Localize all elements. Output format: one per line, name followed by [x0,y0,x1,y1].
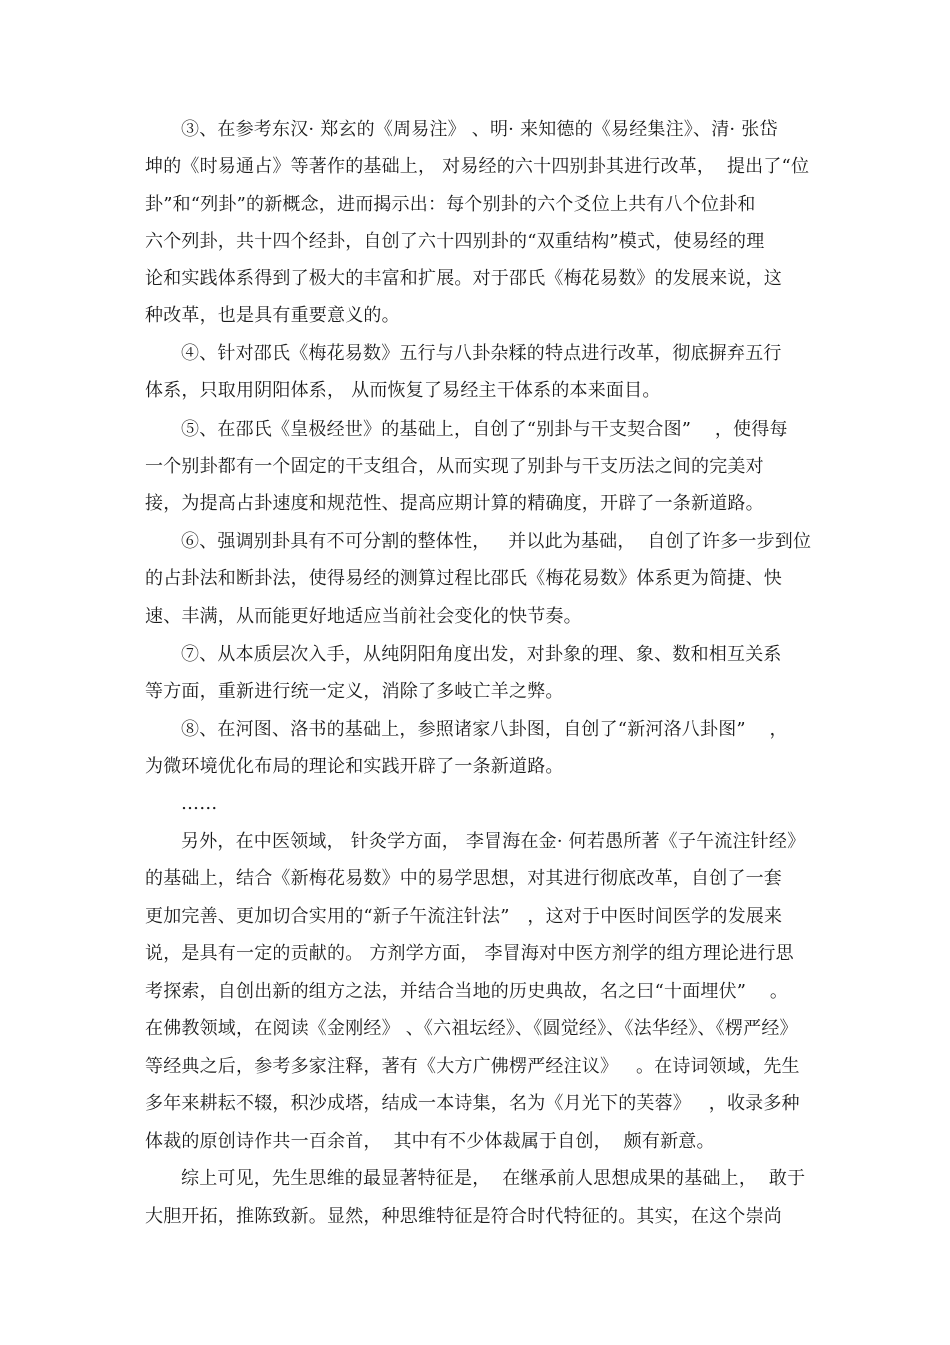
paragraph-line: 考探索，自创出新的组方之法，并结合当地的历史典故，名之曰“十面埋伏” 。 [145,981,789,1002]
paragraph-line: 另外，在中医领域， 针灸学方面， 李冒海在金· 何若愚所著《子午流注针经》 [181,831,806,852]
paragraph-line: 一个别卦都有一个固定的干支组合，从而实现了别卦与干支历法之间的完美对 [145,456,764,477]
paragraph-line: 说，是具有一定的贡献的。 方剂学方面， 李冒海对中医方剂学的组方理论进行思 [145,943,794,964]
paragraph-line: ⑧、在河图、洛书的基础上，参照诸家八卦图，自创了“新河洛八卦图” ， [181,719,788,740]
paragraph-line: 更加完善、更加切合实用的“新子午流注针法” ，这对于中医时间医学的发展来 [145,906,783,927]
paragraph-line: 等方面，重新进行统一定义，消除了多岐亡羊之弊。 [145,681,564,702]
paragraph-line: 坤的《时易通占》等著作的基础上， 对易经的六十四别卦其进行改革， 提出了“位 [145,156,810,177]
paragraph-line: ⑤、在邵氏《皇极经世》的基础上，自创了“别卦与干支契合图” ，使得每 [181,419,788,440]
paragraph-line: ⑥、强调别卦具有不可分割的整体性， 并以此为基础， 自创了许多一步到位 [181,531,812,552]
paragraph-line: 六个列卦，共十四个经卦，自创了六十四别卦的“双重结构”模式，使易经的理 [145,231,765,252]
paragraph-line: 的占卦法和断卦法，使得易经的测算过程比邵氏《梅花易数》体系更为简捷、快 [145,568,782,589]
paragraph-line: 大胆开拓，推陈致新。显然，种思维特征是符合时代特征的。其实，在这个崇尚 [145,1206,782,1227]
paragraph-line: ③、在参考东汉· 郑玄的《周易注》 、明· 来知德的《易经集注》、清· 张岱 [181,119,778,140]
paragraph-line: 接，为提高占卦速度和规范性、提高应期计算的精确度，开辟了一条新道路。 [145,493,764,514]
paragraph-line: 的基础上，结合《新梅花易数》中的易学思想，对其进行彻底改革，自创了一套 [145,868,782,889]
paragraph-line: 为微环境优化布局的理论和实践开辟了一条新道路。 [145,756,564,777]
paragraph-line: ④、针对邵氏《梅花易数》五行与八卦杂糅的特点进行改革，彻底摒弃五行 [181,343,782,364]
ellipsis-line: …… [181,793,218,814]
paragraph-line: 体系，只取用阴阳体系， 从而恢复了易经主干体系的本来面目。 [145,380,661,401]
paragraph-line: 速、丰满，从而能更好地适应当前社会变化的快节奏。 [145,606,582,627]
paragraph-line: 在佛教领域，在阅读《金刚经》 、《六祖坛经》、《圆觉经》、《法华经》、《楞严经》 [145,1018,798,1039]
paragraph-line: ⑦、从本质层次入手，从纯阴阳角度出发，对卦象的理、象、数和相互关系 [181,644,782,665]
paragraph-line: 种改革，也是具有重要意义的。 [145,305,400,326]
paragraph-line: 综上可见，先生思维的最显著特征是， 在继承前人思想成果的基础上， 敢于 [181,1168,806,1189]
paragraph-line: 多年来耕耘不辍，积沙成塔，结成一本诗集，名为《月光下的芙蓉》 ，收录多种 [145,1093,800,1114]
paragraph-line: 体裁的原创诗作共一百余首， 其中有不少体裁属于自创， 颇有新意。 [145,1131,715,1152]
paragraph-line: 论和实践体系得到了极大的丰富和扩展。对于邵氏《梅花易数》的发展来说，这 [145,268,782,289]
paragraph-line: 卦”和“列卦”的新概念，进而揭示出：每个别卦的六个爻位上共有八个位卦和 [145,194,756,215]
paragraph-line: 等经典之后，参考多家注释，著有《大方广佛楞严经注议》 。在诗词领域，先生 [145,1056,800,1077]
